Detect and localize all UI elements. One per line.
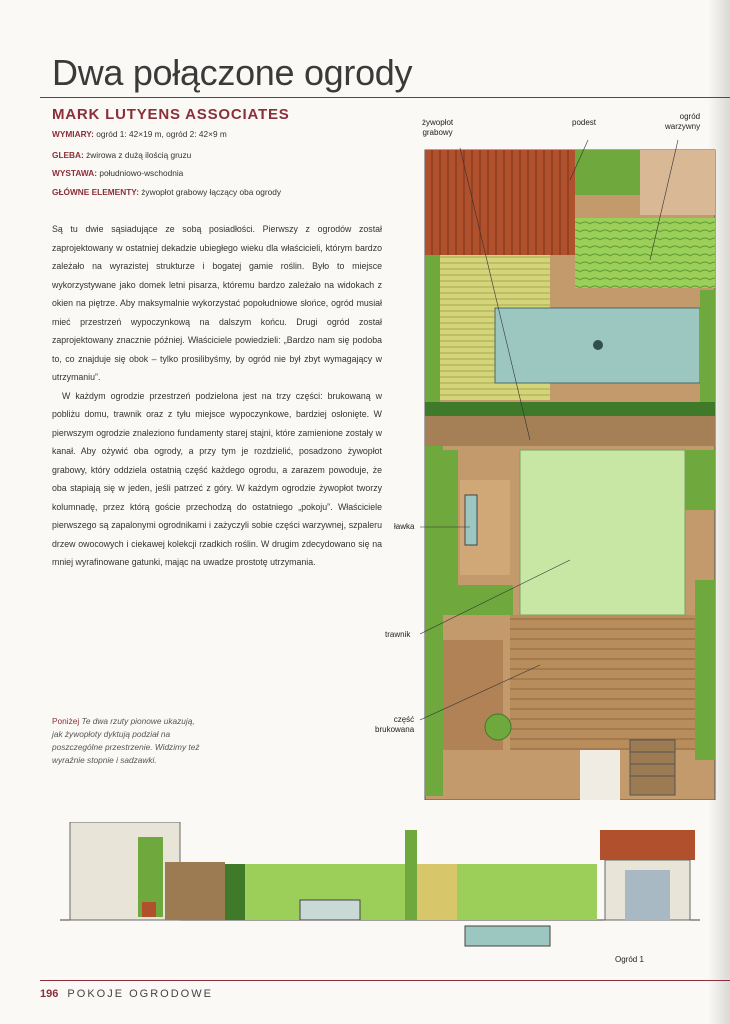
article-body — [52, 220, 382, 572]
shed-roof — [600, 830, 695, 860]
hedge-screen-right — [457, 864, 597, 920]
paved-area — [510, 615, 695, 750]
company-name: MARK LUTYENS ASSOCIATES — [52, 106, 290, 123]
footer-rule — [40, 980, 730, 981]
page-number: 196 — [40, 988, 59, 1000]
left-wall — [70, 822, 180, 920]
lawn — [520, 450, 685, 615]
hedge-right-lower — [685, 450, 715, 510]
label-line: warzywny — [665, 122, 701, 131]
spec-label: WYMIARY: — [52, 129, 94, 139]
left-fence — [165, 862, 225, 920]
paragraph-2: W każdym ogrodzie przestrzeń podzielona jest na trzy części: brukowaną w pobliżu domu, trawnik oraz z tyłu miejsce wypoczynkowe, bardziej osłonięte. W pierwszym ogrodzie znaleziono fundamenty starej stajni, które zamienione zostały w kanał. Aby ożywić oba ogrody, a przy tym je rozdzielić, posadzono żywopłot grabowy, który oddziela ostatnią część każdego ogrodu, a zarazem powoduje, że oba stapiają się w jeden, jeśli patrzeć z góry. W każdym ogrodzie żywopłot tworzy kolumnadę, przez którą goście przechodzą do ostatniego „pokoju”. Właściciele pierwszego są zapalonymi ogrodnikami i zażyczyli sobie części warzywnej, szpaleru drzew owocowych i ciekawej kolekcji rzadkich roślin. W drugim zdecydowano się na mniej wyrafinowane gatunki, mając na uwadze prostotę utrzymania. — [52, 390, 382, 567]
spec-value: południowo-wschodnia — [99, 168, 184, 178]
hedge-column — [225, 864, 245, 920]
spec-label: GLEBA: — [52, 150, 84, 160]
label-line: brukowana — [375, 725, 415, 734]
red-deck — [425, 150, 575, 255]
garden-1-label: Ogród 1 — [615, 955, 644, 964]
spec-aspect — [52, 168, 183, 178]
label-lawn: trawnik — [385, 630, 411, 639]
hedge-block-top — [575, 150, 640, 195]
grass-band — [417, 864, 457, 920]
paragraph-1: Są tu dwie sąsiadujące ze sobą posiadłości. Pierwszy z ogrodów został zaprojektowany w ostatniej dekadzie ubiegłego wieku dla właścicieli, którym bardzo zależało na wyrazistej strukturze i bogatej gamie roślin. Było to miejsce wykorzystywane jako domek letni pisarza, któremu bardzo zależało na widokach z okien na piętrze. Aby maksymalnie wykorzystać popołudniowe słońce, ogród musiał mieć przestrzeń wypoczynkową na dalszym końcu. Drugi ogród został zaprojektowany znacznie później. Właściciele powiedzieli: „Bardzo nam się podoba to, co znajduje się obok – tylko prosilibyśmy, by ogród nie był zbyt wymagający w utrzymaniu”. — [52, 224, 382, 382]
hedge-left-top — [425, 255, 440, 405]
spec-main-elements — [52, 187, 281, 197]
terrace-band — [425, 416, 715, 446]
canal-fountain — [593, 340, 603, 350]
hedge-right-bottom — [695, 580, 715, 760]
hedge-inner-bottom — [443, 585, 513, 615]
figure-caption — [52, 715, 202, 767]
spec-value: ogród 1: 42×19 m, ogród 2: 42×9 m — [96, 129, 227, 139]
hedge-right-top — [700, 290, 715, 410]
label-line: ogród — [679, 112, 701, 121]
caption-text: Te dwa rzuty pionowe ukazują, jak żywopłoty dyktują podział na poszczególne przestrzenie. Widzimy też wyraźnie stopnie i sadzawki. — [52, 716, 200, 765]
spec-label: WYSTAWA: — [52, 168, 98, 178]
spec-label: GŁÓWNE ELEMENTY: — [52, 187, 139, 197]
spec-soil — [52, 150, 191, 160]
spec-dimensions — [52, 129, 227, 139]
page-footer — [40, 988, 213, 1000]
spec-value: żwirowa z dużą ilością gruzu — [86, 150, 192, 160]
label-line: część — [393, 715, 415, 724]
elevation-bench — [300, 900, 360, 920]
label-line: żywopłot — [422, 118, 454, 127]
elevation-pool — [465, 926, 550, 946]
page-title: Dwa połączone ogrody — [52, 52, 413, 93]
hedge-left-lower — [425, 446, 443, 796]
house-edge — [580, 750, 620, 800]
label-vegetable-garden — [665, 112, 700, 132]
title-rule — [40, 97, 730, 98]
bench — [465, 495, 477, 545]
label-bench: ławka — [394, 522, 415, 531]
caption-lead: Poniżej — [52, 716, 80, 726]
garden-elevation-illustration — [60, 822, 700, 957]
vegetable-garden — [575, 218, 715, 288]
tall-hedge-post — [405, 830, 417, 920]
hedge-band — [425, 402, 715, 416]
veg-garden-path — [640, 150, 715, 215]
section-title: POKOJE OGRODOWE — [67, 988, 213, 1000]
label-paved-area — [375, 715, 414, 735]
label-line: grabowy — [422, 128, 453, 137]
spec-value: żywopłot grabowy łączący oba ogrody — [141, 187, 282, 197]
planter — [142, 902, 156, 917]
steps — [630, 740, 675, 795]
hedge-inner — [443, 450, 458, 585]
label-deck: podest — [572, 118, 597, 127]
label-hornbeam-hedge — [422, 118, 453, 138]
garden-plan-illustration — [420, 140, 720, 800]
shed-door — [625, 870, 670, 920]
round-shrub — [485, 714, 511, 740]
